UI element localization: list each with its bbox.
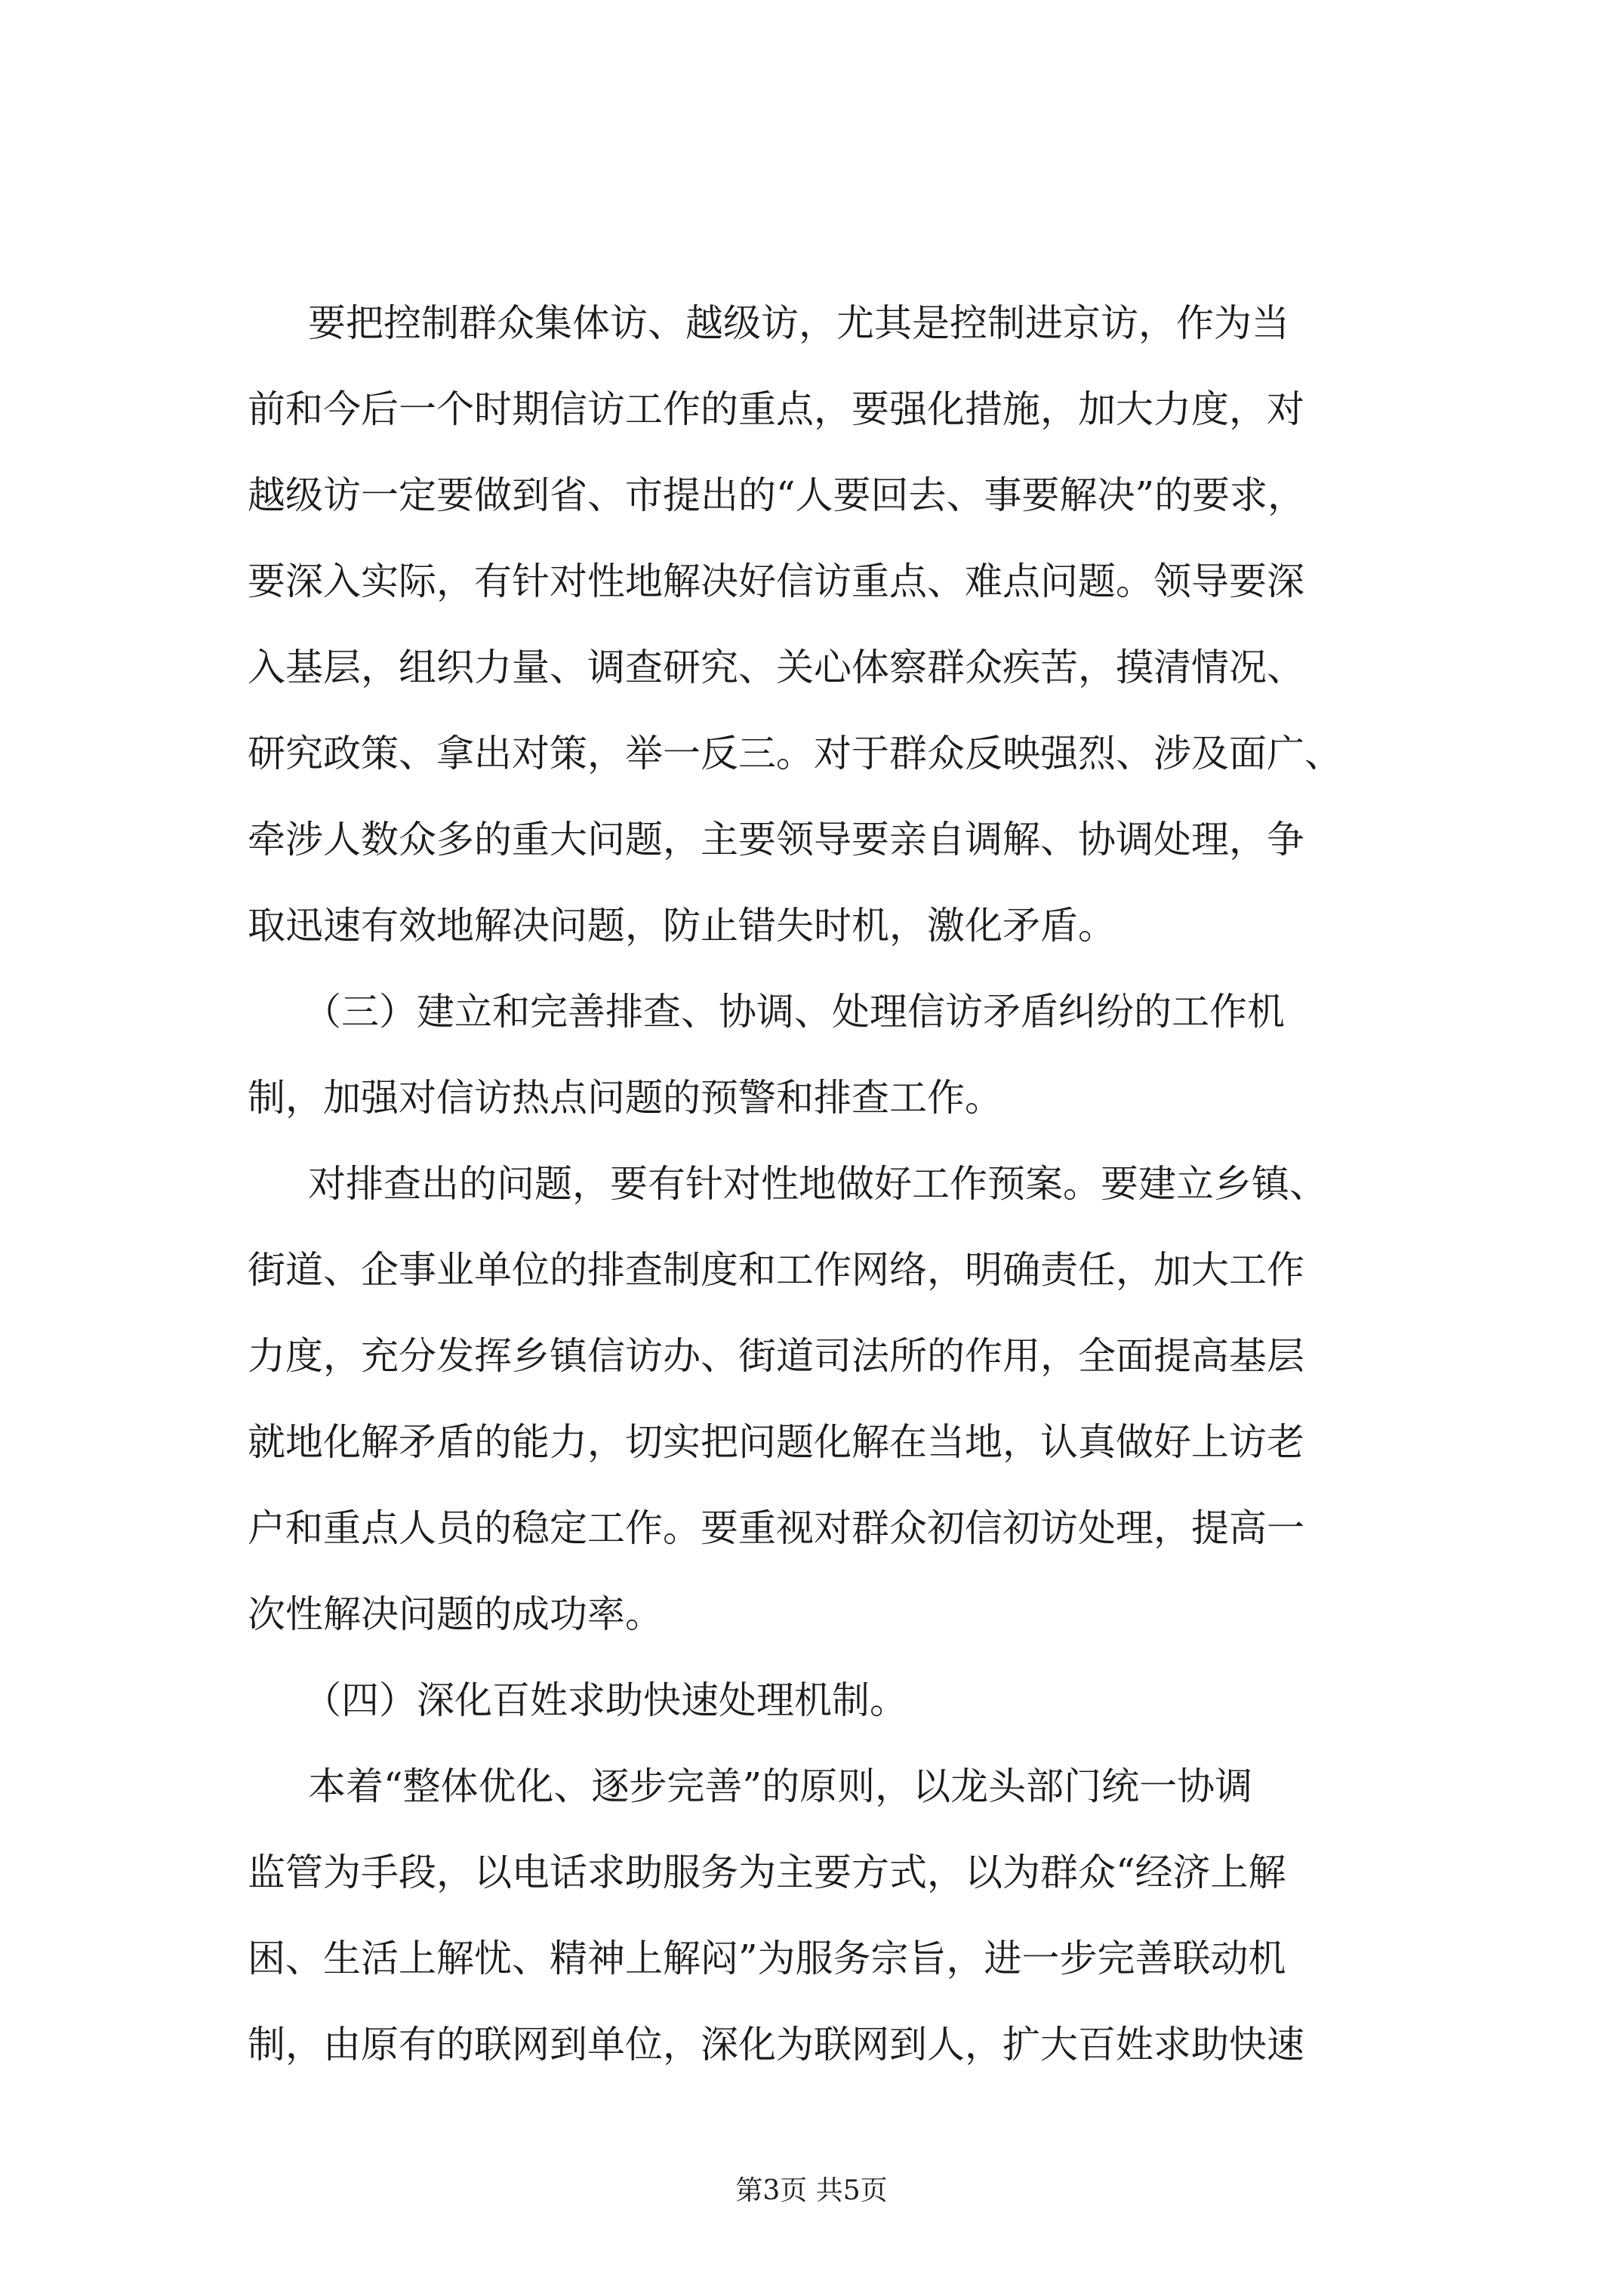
text-line: 越级访一定要做到省、市提出的“人要回去、事要解决”的要求， bbox=[248, 473, 1306, 517]
text-line: 牵涉人数众多的重大问题，主要领导要亲自调解、协调处理，争 bbox=[248, 818, 1304, 861]
text-line: 对排查出的问题，要有针对性地做好工作预案。要建立乡镇、 bbox=[308, 1162, 1327, 1206]
text-line: 要把控制群众集体访、越级访，尤其是控制进京访，作为当 bbox=[308, 301, 1289, 345]
text-line: 制，由原有的联网到单位，深化为联网到人，扩大百姓求助快速 bbox=[248, 2023, 1304, 2066]
page-number-footer: 第3页 共5页 bbox=[735, 2175, 888, 2206]
text-line: 要深入实际，有针对性地解决好信访重点、难点问题。领导要深 bbox=[248, 559, 1304, 603]
section-heading: 制，加强对信访热点问题的预警和排查工作。 bbox=[248, 1076, 1002, 1120]
text-line: 本着“整体优化、逐步完善”的原则，以龙头部门统一协调 bbox=[308, 1764, 1253, 1808]
text-line: 研究政策、拿出对策，举一反三。对于群众反映强烈、涉及面广、 bbox=[248, 732, 1342, 775]
section-heading: （三）建立和完善排查、协调、处理信访矛盾纠纷的工作机 bbox=[303, 990, 1285, 1034]
text-line: 就地化解矛盾的能力，切实把问题化解在当地，认真做好上访老 bbox=[248, 1420, 1304, 1464]
text-line: 监管为手段，以电话求助服务为主要方式，以为群众“经济上解 bbox=[248, 1851, 1286, 1894]
text-line: 取迅速有效地解决问题，防止错失时机，激化矛盾。 bbox=[248, 904, 1116, 948]
text-line: 入基层，组织力量、调查研究、关心体察群众疾苦，摸清情况、 bbox=[248, 646, 1304, 689]
section-heading: （四）深化百姓求助快速处理机制。 bbox=[303, 1678, 907, 1722]
text-line: 力度，充分发挥乡镇信访办、街道司法所的作用，全面提高基层 bbox=[248, 1334, 1304, 1378]
text-line: 次性解决问题的成功率。 bbox=[248, 1592, 663, 1636]
text-line: 街道、企事业单位的排查制度和工作网络，明确责任，加大工作 bbox=[248, 1248, 1304, 1292]
text-line: 前和今后一个时期信访工作的重点，要强化措施，加大力度，对 bbox=[248, 387, 1304, 431]
text-line: 户和重点人员的稳定工作。要重视对群众初信初访处理，提高一 bbox=[248, 1506, 1304, 1550]
text-line: 困、生活上解忧、精神上解闷”为服务宗旨，进一步完善联动机 bbox=[248, 1937, 1286, 1980]
